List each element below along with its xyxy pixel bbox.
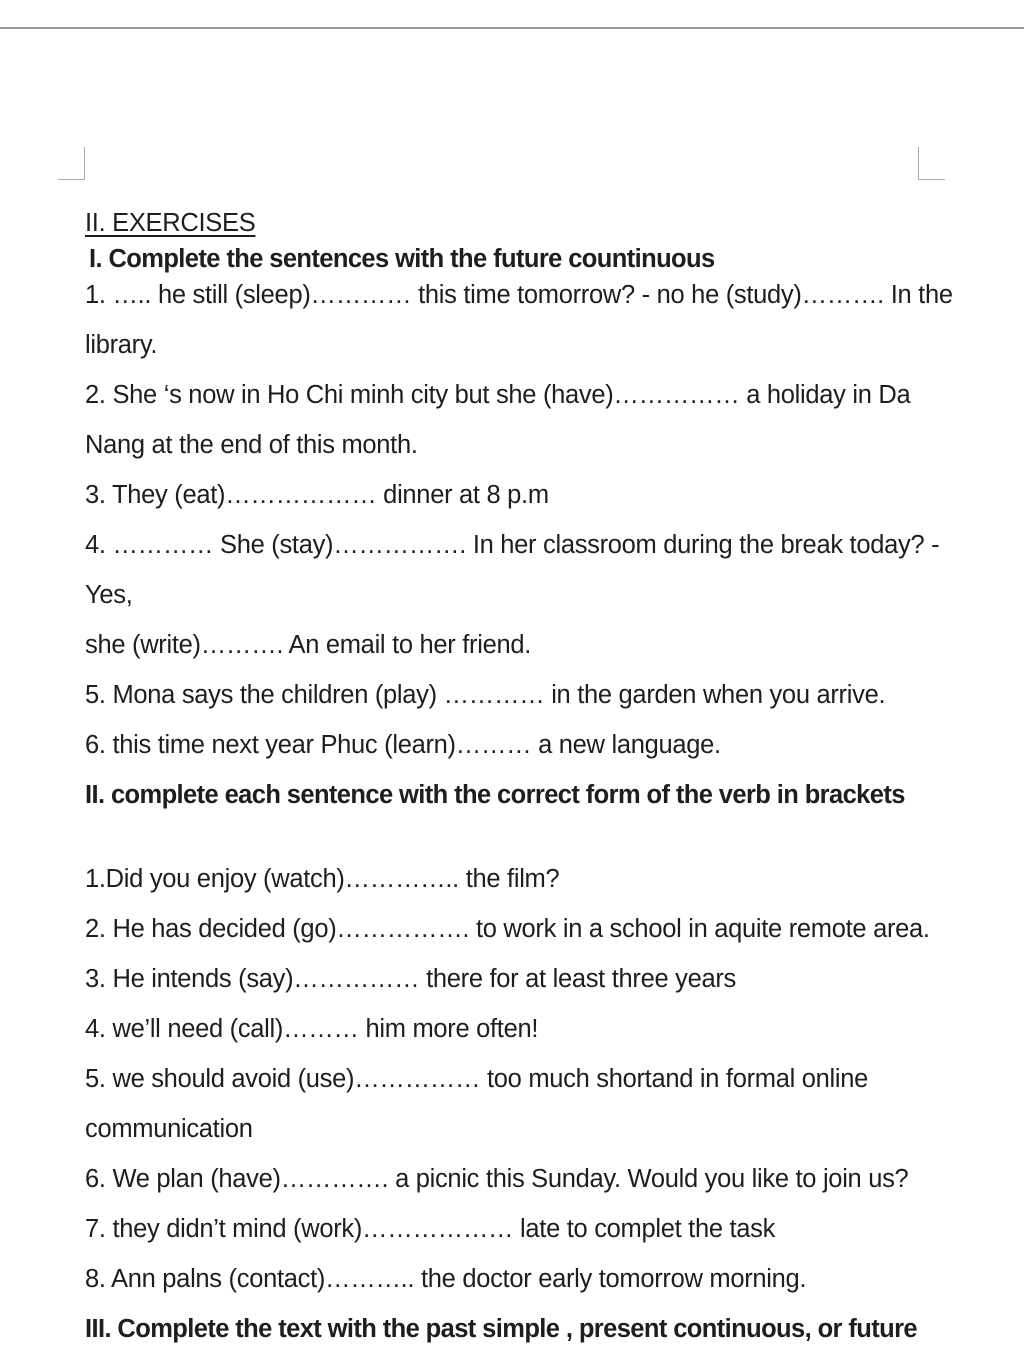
section-2-list xyxy=(85,854,965,1304)
section-1-title: I. Complete the sentences with the future countinuous xyxy=(89,245,715,273)
section-3-title-partial: III. Complete the text with the past simple , present continuous, or future xyxy=(85,1315,918,1343)
list-item: 1.Did you enjoy (watch)………….. the film? xyxy=(85,865,560,893)
margin-corner-mark-right xyxy=(918,147,945,180)
page-top-border xyxy=(0,27,1024,29)
list-item: 7. they didn’t mind (work)……………… late to complet the task xyxy=(85,1215,776,1243)
list-item: 6. this time next year Phuc (learn)……… a new language. xyxy=(85,731,721,759)
list-item: 2. He has decided (go)……………. to work in a school in aquite remote area. xyxy=(85,915,930,943)
list-item: 4. we’ll need (call)……… him more often! xyxy=(85,1015,539,1043)
list-item: 1. ….. he still (sleep)………… this time tomorrow? - no he (study)………. In the xyxy=(85,281,953,309)
list-item: 6. We plan (have)…………. a picnic this Sunday. Would you like to join us? xyxy=(85,1165,909,1193)
list-item: 5. we should avoid (use)…………… too much shortand in formal online xyxy=(85,1065,869,1093)
section-2-title: II. complete each sentence with the correct form of the verb in brackets xyxy=(85,781,905,809)
list-item: 4. ………… She (stay)……………. In her classroom during the break today? - Yes, xyxy=(85,531,940,609)
list-item: 2. She ‘s now in Ho Chi minh city but she (have)…………… a holiday in Da xyxy=(85,381,911,409)
list-item: 5. Mona says the children (play) ………… in the garden when you arrive. xyxy=(85,681,886,709)
list-item: Nang at the end of this month. xyxy=(85,431,418,459)
list-item: 3. He intends (say)…………… there for at least three years xyxy=(85,965,737,993)
list-item: 8. Ann palns (contact)……….. the doctor early tomorrow morning. xyxy=(85,1265,807,1293)
list-item: she (write)………. An email to her friend. xyxy=(85,631,532,659)
margin-corner-mark-left xyxy=(58,147,85,180)
exercises-heading: II. EXERCISES xyxy=(85,209,256,237)
section-1-list xyxy=(85,270,965,770)
list-item: communication xyxy=(85,1115,253,1143)
document-body xyxy=(85,205,965,1354)
list-item: library. xyxy=(85,331,158,359)
list-item: 3. They (eat)……………… dinner at 8 p.m xyxy=(85,481,549,509)
